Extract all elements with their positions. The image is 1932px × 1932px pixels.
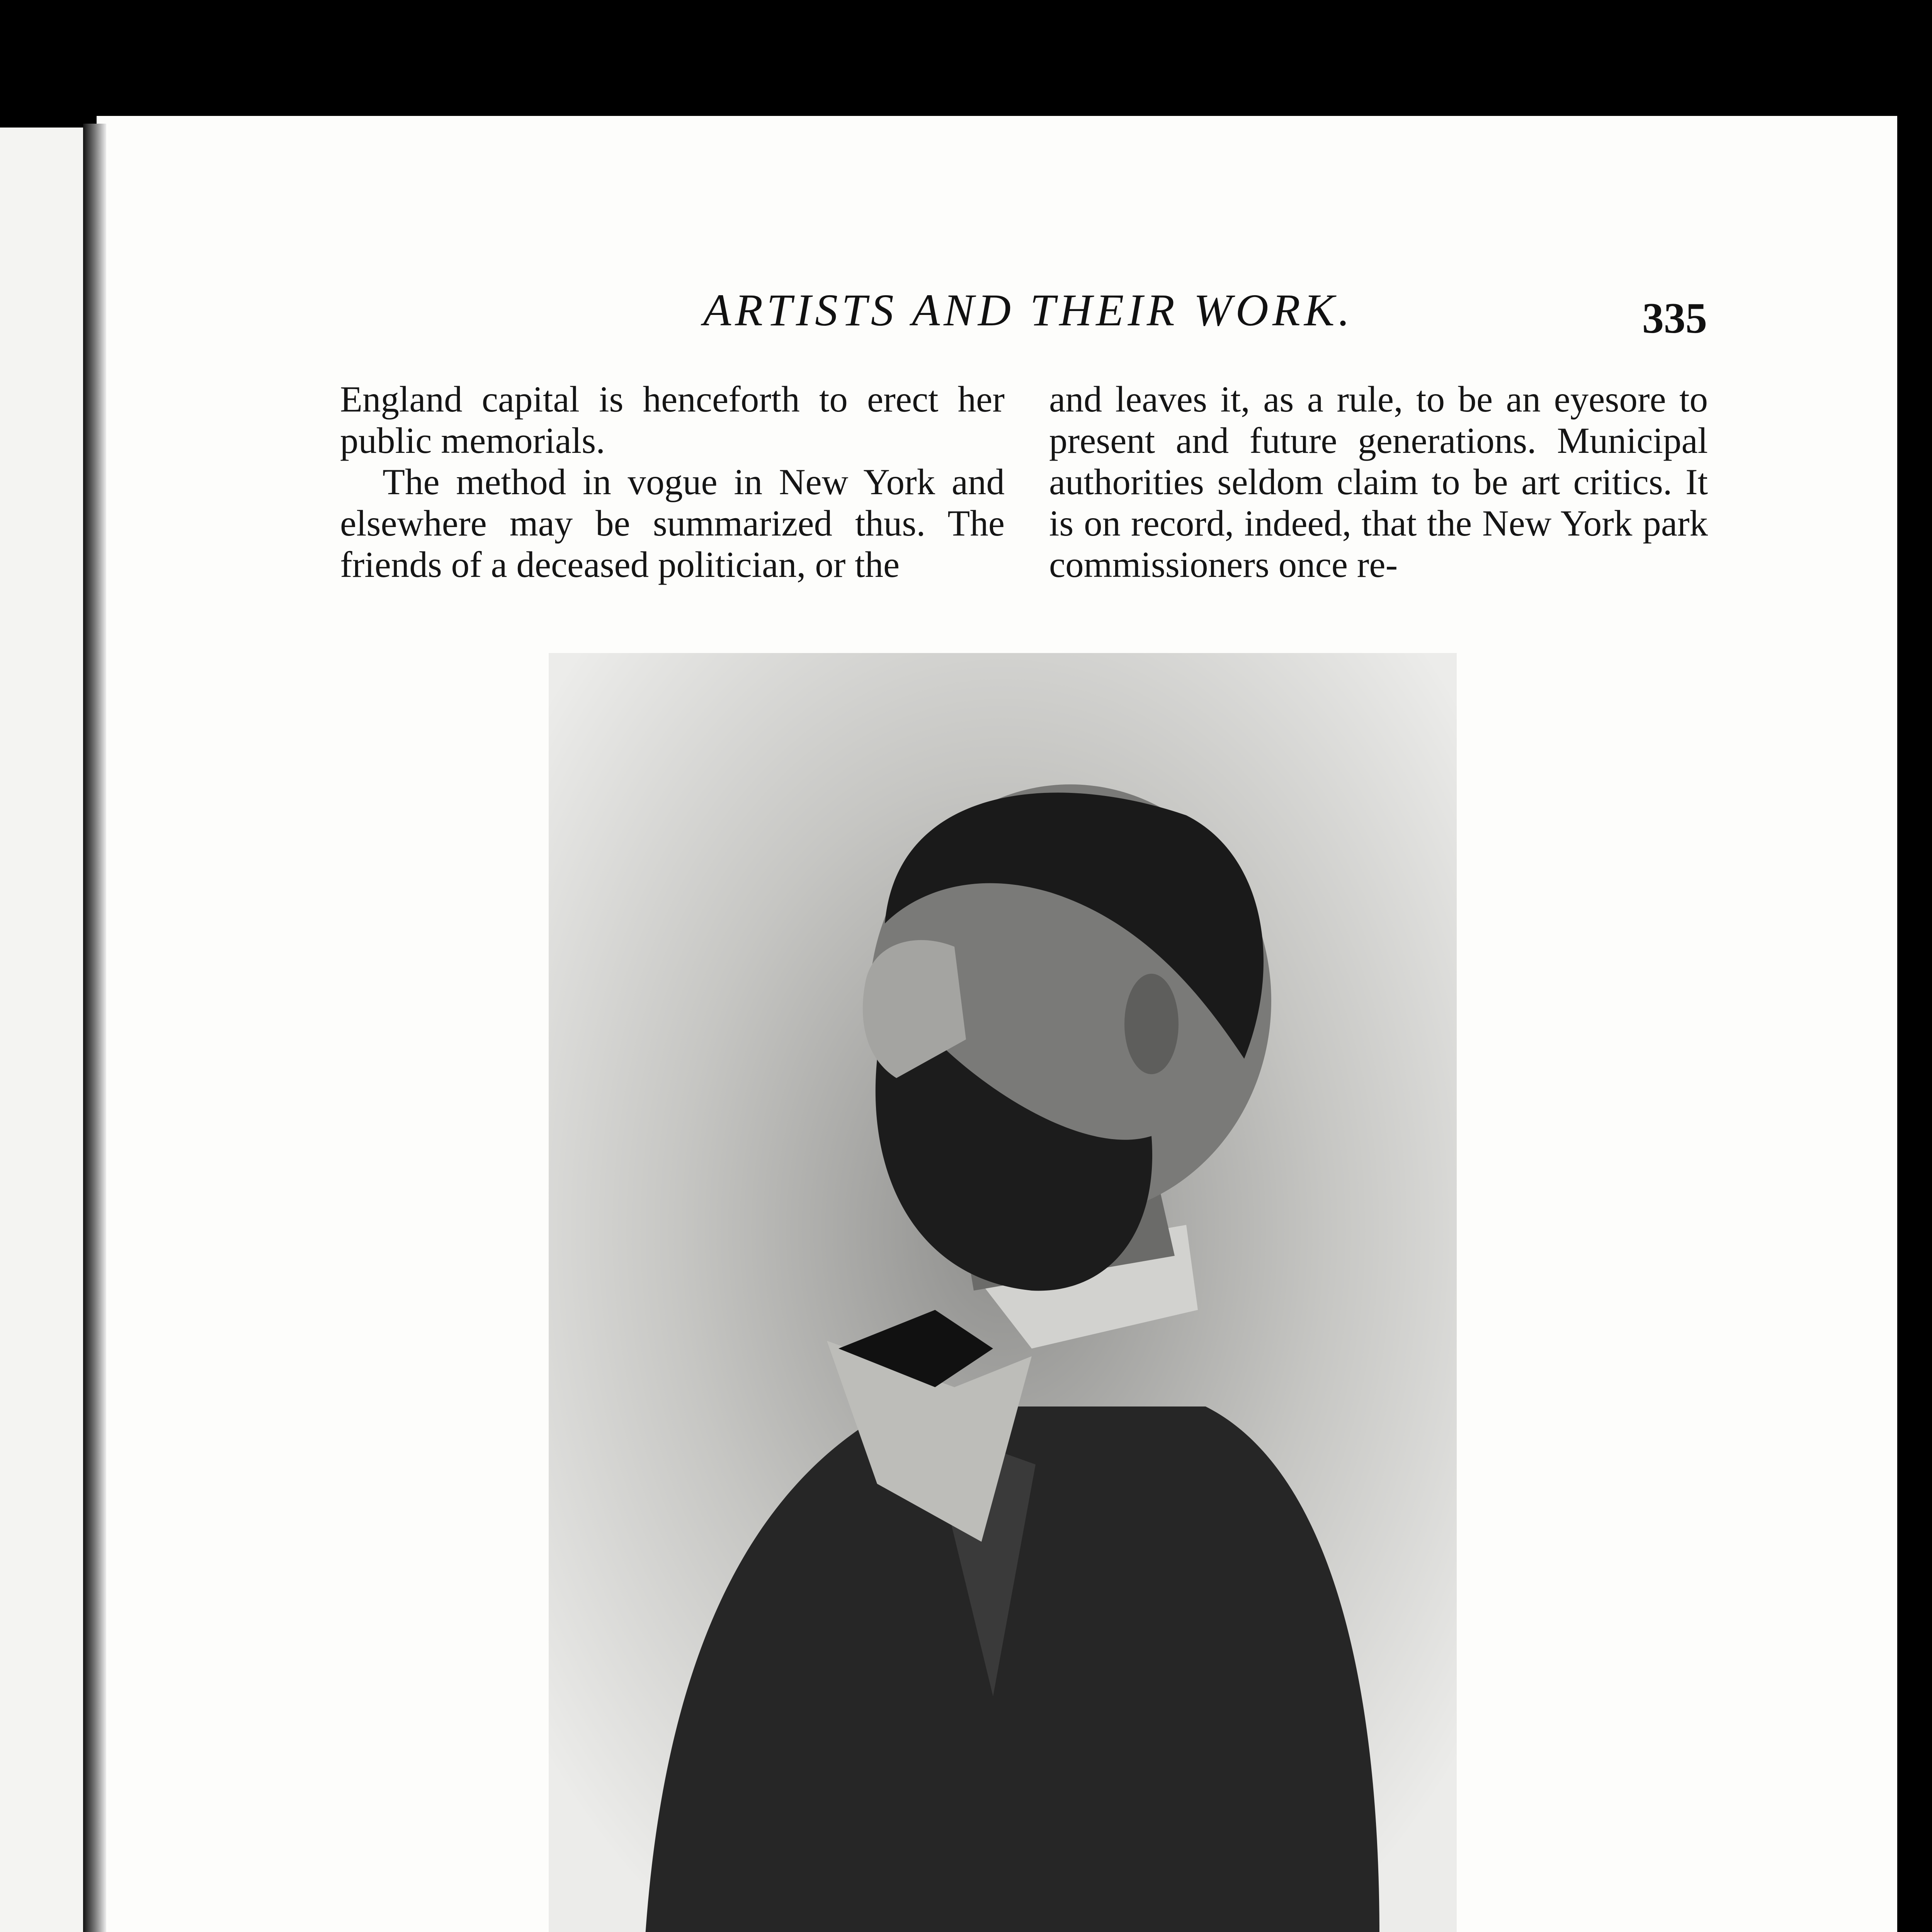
paragraph: and leaves it, as a rule, to be an eyesore to present and future generations. Municipal authorities seldom claim to be art critics. It is on record, indeed, that the New York park commissioners once re-	[1049, 379, 1708, 585]
portrait-photograph	[549, 653, 1457, 1932]
running-head: ARTISTS AND THEIR WORK.	[703, 285, 1354, 335]
paragraph: The method in vogue in New York and elsewhere may be summarized thus. The friends of a deceased politician, or the	[340, 461, 1005, 585]
paragraph: England capital is henceforth to erect her public memorials.	[340, 379, 1005, 461]
page-gutter	[83, 124, 106, 1932]
top-right-column	[1049, 379, 1708, 585]
top-left-column	[340, 379, 1005, 585]
facing-page-edge	[0, 128, 88, 1932]
page-number: 335	[1642, 294, 1707, 342]
portrait-image	[549, 653, 1457, 1932]
